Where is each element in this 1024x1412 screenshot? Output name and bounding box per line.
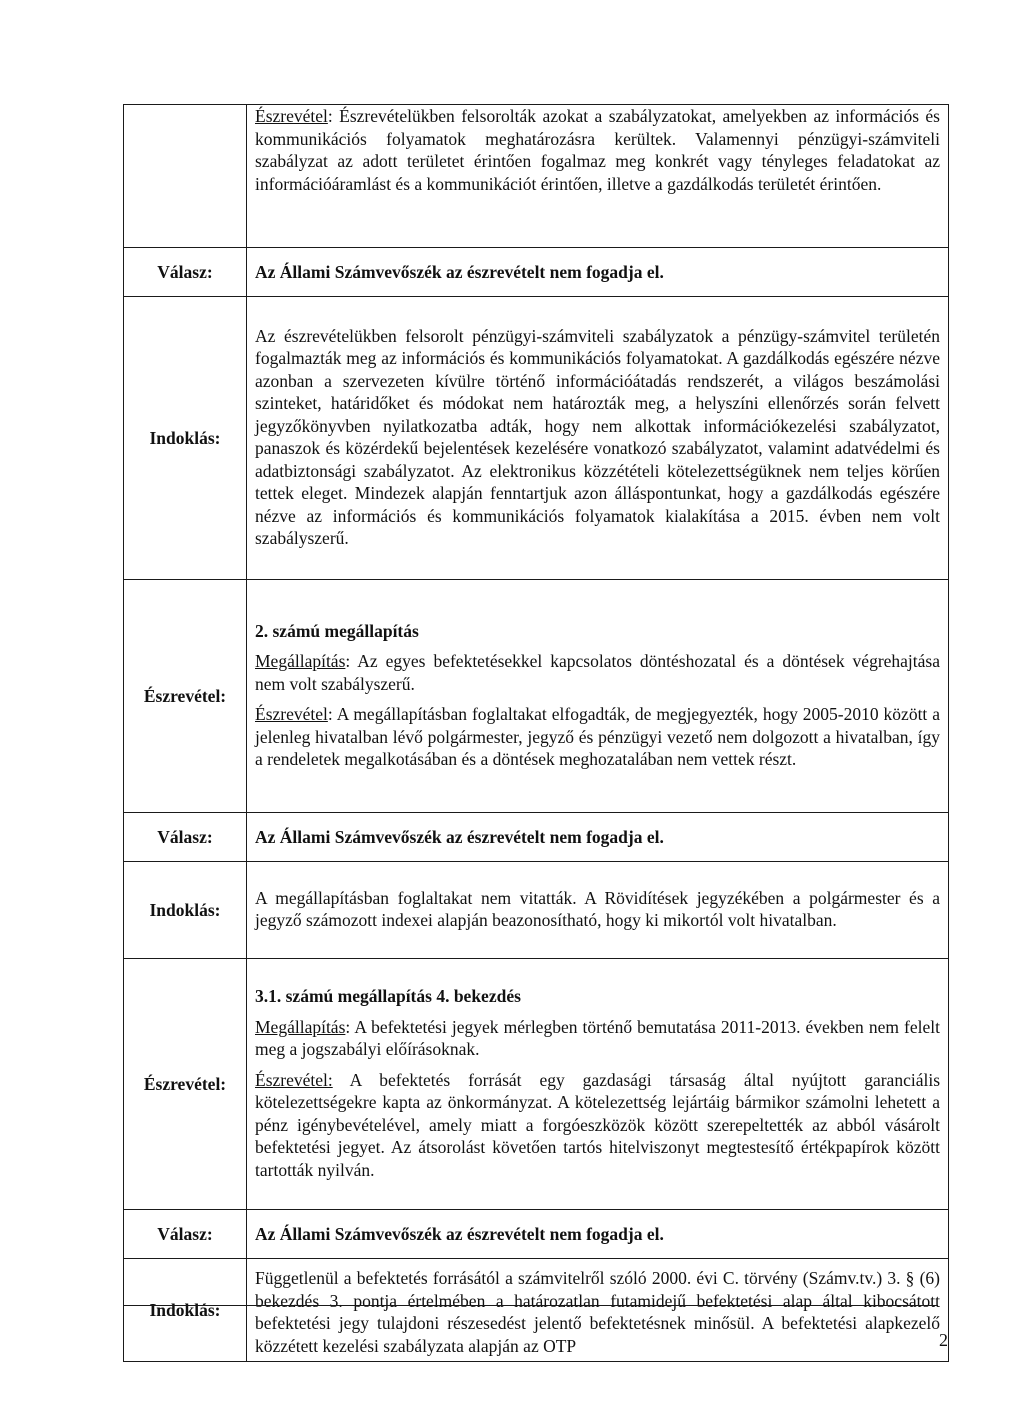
paragraph [255,1069,940,1182]
underlined-term: Megállapítás [255,651,346,671]
justification-text: A megállapításban foglaltakat nem vitatták. A Rövidítések jegyzékében a polgármester és a jegyző számozott indexei alapján beazonosítható, hogy ki mikortól volt hivatalban. [247,862,949,959]
paragraph-text: : A befektetési jegyek mérlegben történő bemutatása 2011-2013. években nem felelt meg a jogszabályi előírásoknak. [255,1016,940,1059]
row-label: Válasz: [124,813,247,862]
table-row [124,105,949,248]
row-label: Indoklás: [124,1259,247,1362]
justification-text: Az észrevételükben felsorolt pénzügyi-számviteli szabályzatok a pénzügy-számvitel területén fogalmazták meg az információs és kommunikációs folyamatokat. A gazdálkodás egészére nézve azonban a szervezeten kívülre történő információátadás rendszerét, a világos beszámolási szinteket, határidőket és módokat nem határozták meg, a helyszíni ellenőrzés során felvett jegyzőkönyvben nyilatkozatba adták, hogy nem alkottak információkezelési szabályzatot, panaszok és közérdekű bejelentések kezelésére vonatkozó szabályzatot, valamint adatvédelmi és adatbiztonsági szabályzatot. Az elektronikus közzétételi kötelezettségüknek nem teljes körűen tettek eleget. Mindezek alapján fenntartjuk azon álláspontunkat, hogy a gazdálkodás egészére nézve az információs és kommunikációs folyamatok kialakítása a 2015. évben nem volt szabályszerű. [247,297,949,580]
row-label: Indoklás: [124,297,247,580]
paragraph-text: : Észrevételükben felsorolták azokat a szabályzatokat, amelyekben az információs és kommunikációs folyamatok meghatározásra kerültek. Valamennyi pénzügyi-számviteli szabályzat az adott területet érintően fogalmaz meg konkrét vagy tényleges feladatokat az információáramlást és a kommunikációt érintően, illetve a gazdálkodás területét érintően. [255,106,940,194]
row-label: Válasz: [124,248,247,297]
table-row [124,297,949,580]
table-row [124,862,949,959]
paragraph [255,105,940,195]
section-heading: 2. számú megállapítás [255,620,419,641]
paragraph-text: : A megállapításban foglaltakat elfogadták, de megjegyezték, hogy 2005-2010 között a jelenleg hivatalban lévő polgármester, jegyző és pénzügyi vezető nem dolgozott a hivatalban, így a rendeletek megalkotásában és a döntések meghozatalában nem vettek részt. [255,704,940,769]
page-number: 2 [939,1330,948,1350]
response-text: Az Állami Számvevőszék az észrevételt nem fogadja el. [247,248,949,297]
paragraph [255,650,940,695]
table-row [124,248,949,297]
table-row [124,580,949,813]
underlined-term: Észrevétel: [255,1069,333,1090]
row-label: Észrevétel: [124,959,247,1210]
underlined-term: Megállapítás [255,1016,346,1037]
paragraph-text: : Az egyes befektetésekkel kapcsolatos döntéshozatal és a döntések végrehajtása nem volt szabályszerű. [255,651,940,694]
response-text: Az Állami Számvevőszék az észrevételt nem fogadja el. [247,813,949,862]
table-row [124,1210,949,1259]
row-label: Indoklás: [124,862,247,959]
row-content [247,580,949,813]
response-table [123,104,949,1362]
row-label: Észrevétel: [124,580,247,813]
paragraph [255,1016,940,1061]
footer-divider [123,1305,938,1306]
table-row [124,959,949,1210]
table-row [124,1259,949,1362]
row-label: Válasz: [124,1210,247,1259]
underlined-term: Észrevétel [255,106,328,126]
table-row [124,813,949,862]
paragraph [255,703,940,771]
paragraph-text: A befektetés forrását egy gazdasági társaság által nyújtott garanciális kötelezettségekre kapta az önkormányzat. A kötelezettség lejártáig bármikor számolni lehetett a pénz igénybevételével, amely miatt a forgóeszközök között szerepeltették az abból vásárolt befektetési jegyet. Az átsorolást követően tartós hitelviszonyt megtestesítő értékpapírok között tartották nyilván. [255,1069,940,1180]
section-heading: 3.1. számú megállapítás 4. bekezdés [255,986,521,1006]
row-content [247,959,949,1210]
row-content [247,105,949,248]
response-text: Az Állami Számvevőszék az észrevételt nem fogadja el. [247,1210,949,1259]
justification-text: Függetlenül a befektetés forrásától a számvitelről szóló 2000. évi C. törvény (Számv.tv.) 3. § (6) bekezdés 3. pontja értelmében a határozatlan futamidejű befektetési alap által kibocsátott befektetési jegy tulajdoni részesedést jelentő befektetésnek minősül. A befektetési alapkezelő közzétett kezelési szabályzata alapján az OTP [247,1259,949,1362]
underlined-term: Észrevétel [255,704,328,724]
row-label [124,105,247,248]
